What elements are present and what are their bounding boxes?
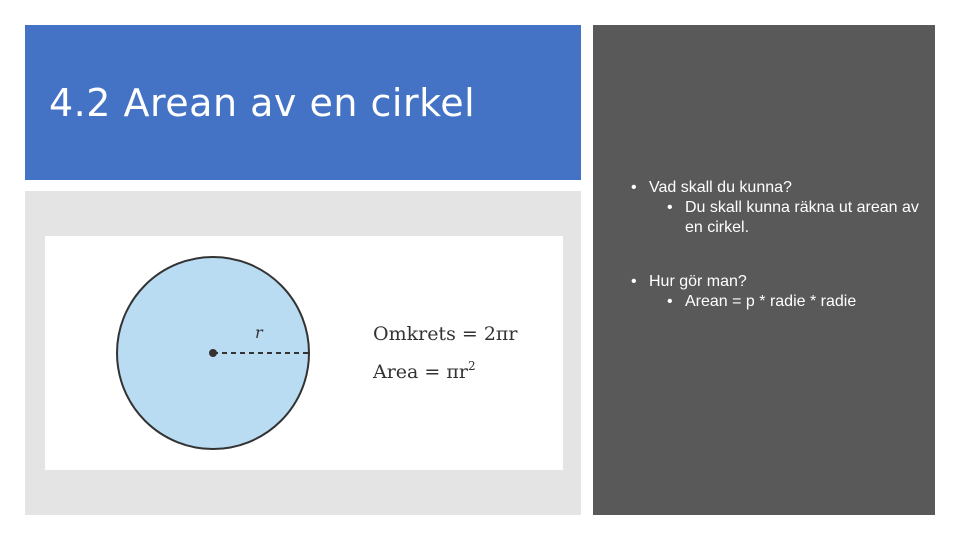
bullet-icon: • bbox=[667, 199, 673, 216]
content-panel bbox=[593, 25, 935, 515]
bullet-icon: • bbox=[631, 179, 637, 196]
sub-bullet-item bbox=[667, 198, 931, 238]
bullet-icon: • bbox=[667, 293, 673, 310]
sub-bullet-text: Arean = p * radie * radie bbox=[685, 293, 857, 310]
radius-label: r bbox=[255, 323, 263, 342]
bullet-text: Hur gör man? bbox=[649, 273, 747, 290]
bullet-item bbox=[631, 272, 931, 292]
bullet-item bbox=[631, 178, 931, 198]
image-panel bbox=[25, 191, 581, 515]
center-point bbox=[209, 349, 217, 357]
sub-bullet-item bbox=[667, 292, 931, 312]
area-formula-exponent: 2 bbox=[467, 359, 476, 373]
slide-title: 4.2 Arean av en cirkel bbox=[49, 81, 476, 125]
bullet-icon: • bbox=[631, 273, 637, 290]
bullet-list bbox=[631, 178, 931, 312]
sub-bullet-text: Du skall kunna räkna ut arean av en cirkel. bbox=[685, 199, 919, 236]
area-formula-base: Area = πr bbox=[373, 361, 468, 383]
title-panel bbox=[25, 25, 581, 180]
circle-diagram bbox=[45, 236, 563, 470]
bullet-text: Vad skall du kunna? bbox=[649, 179, 792, 196]
circumference-formula: Omkrets = 2πr bbox=[373, 323, 518, 345]
area-formula bbox=[372, 359, 476, 383]
circle-figure bbox=[45, 236, 563, 470]
